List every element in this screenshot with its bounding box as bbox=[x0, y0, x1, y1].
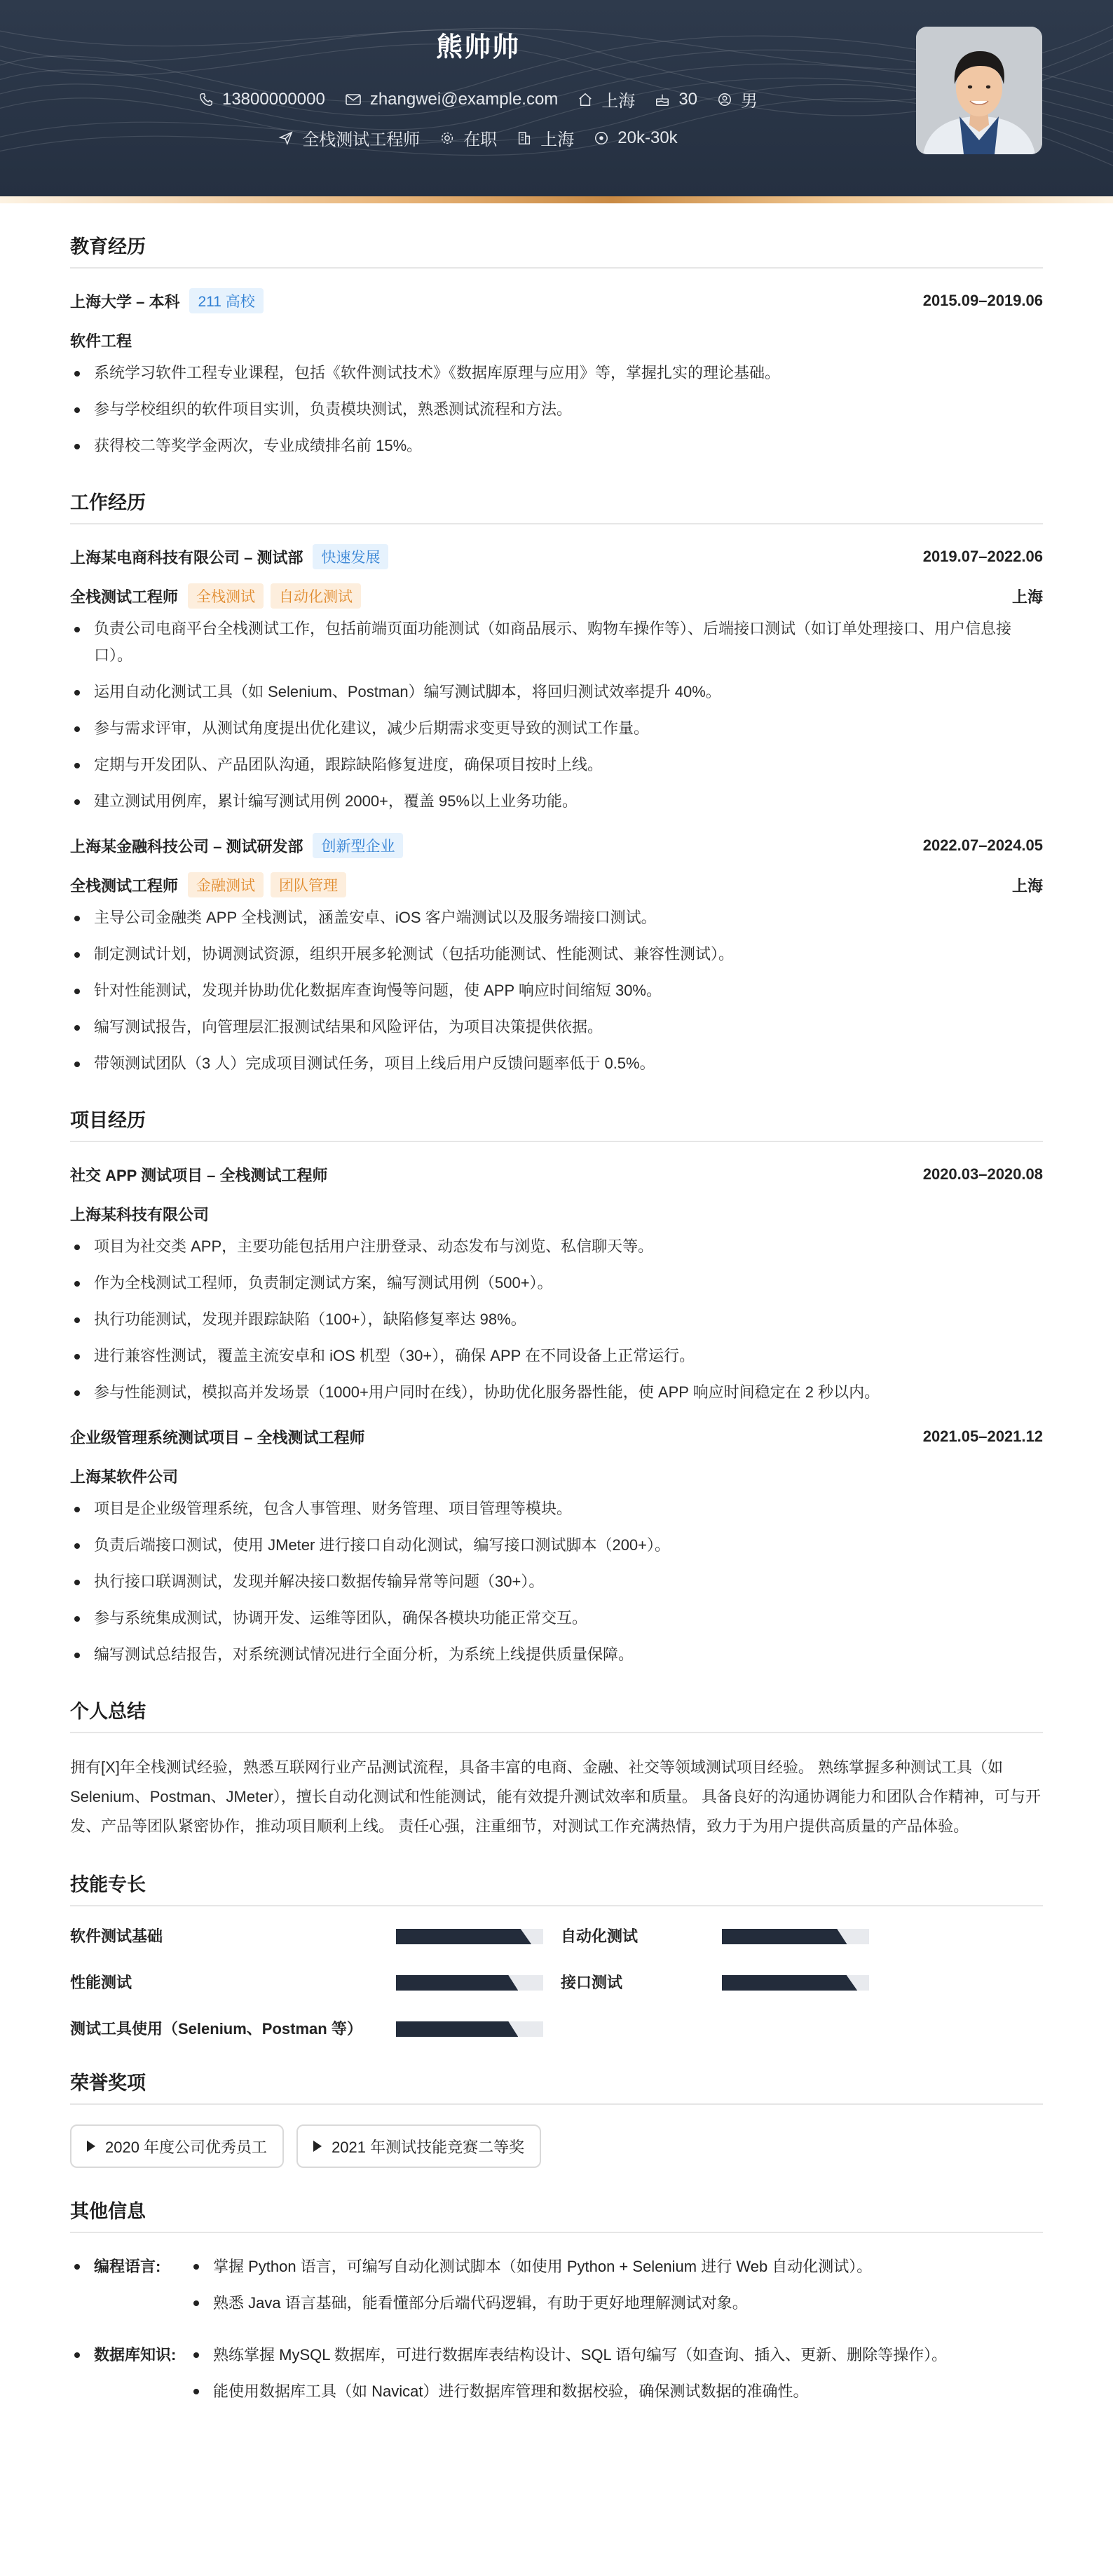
list-item: 能使用数据库工具（如 Navicat）进行数据库管理和数据校验，确保测试数据的准确性。 bbox=[189, 2378, 1043, 2406]
skills-grid bbox=[70, 1926, 1043, 2040]
list-item: 执行接口联调测试，发现并解决接口数据传输异常等问题（30+）。 bbox=[70, 1568, 1043, 1595]
role-name: 全栈测试工程师 bbox=[70, 876, 179, 895]
send-icon bbox=[278, 130, 294, 146]
list-item: 进行兼容性测试，覆盖主流安卓和 iOS 机型（30+），确保 APP 在不同设备上正常运行。 bbox=[70, 1343, 1043, 1369]
phone-icon bbox=[198, 92, 214, 107]
list-item: 针对性能测试，发现并协助优化数据库查询慢等问题，使 APP 响应时间缩短 30%。 bbox=[70, 977, 1043, 1004]
other-row bbox=[70, 2253, 1043, 2326]
skill-bar-fill bbox=[722, 1929, 847, 1944]
position-text: 全栈测试工程师 bbox=[302, 130, 421, 149]
project-header bbox=[70, 1424, 1043, 1449]
play-triangle-icon bbox=[87, 2141, 95, 2152]
other-section bbox=[70, 2196, 1043, 2414]
summary-section bbox=[70, 1696, 1043, 1841]
skill-bar-fill bbox=[396, 1929, 531, 1944]
list-item: 运用自动化测试工具（如 Selenium、Postman）编写测试脚本，将回归测试效率提升 40%。 bbox=[70, 679, 1043, 705]
candidate-name: 熊帅帅 bbox=[435, 33, 520, 62]
work-bullets bbox=[70, 616, 1043, 815]
work-location: 上海 bbox=[1011, 876, 1043, 895]
salary-icon bbox=[594, 130, 609, 146]
education-entry bbox=[70, 288, 1043, 459]
other-list bbox=[189, 2253, 1043, 2326]
list-item: 定期与开发团队、产品团队沟通，跟踪缺陷修复进度，确保项目按时上线。 bbox=[70, 752, 1043, 778]
other-label: 数据库知识: bbox=[70, 2341, 189, 2414]
company-tag: 快速发展 bbox=[313, 544, 388, 569]
education-bullets bbox=[70, 360, 1043, 459]
section-title: 其他信息 bbox=[70, 2196, 1043, 2233]
list-item: 编写测试报告，向管理层汇报测试结果和风险评估，为项目决策提供依据。 bbox=[70, 1014, 1043, 1040]
project-name: 社交 APP 测试项目 – 全栈测试工程师 bbox=[70, 1166, 328, 1184]
list-item: 参与需求评审，从测试角度提出优化建议，减少后期需求变更导致的测试工作量。 bbox=[70, 715, 1043, 742]
skill-bar-fill bbox=[722, 1975, 857, 1991]
project-name: 企业级管理系统测试项目 – 全栈测试工程师 bbox=[70, 1428, 365, 1446]
work-header bbox=[70, 833, 1043, 858]
role-name: 全栈测试工程师 bbox=[70, 588, 179, 606]
work-header bbox=[70, 544, 1043, 569]
work-location: 上海 bbox=[1011, 588, 1043, 606]
list-item: 项目为社交类 APP，主要功能包括用户注册登录、动态发布与浏览、私信聊天等。 bbox=[70, 1233, 1043, 1260]
list-item: 获得校二等奖学金两次，专业成绩排名前 15%。 bbox=[70, 433, 1043, 459]
email-item bbox=[345, 90, 559, 109]
list-item: 熟练掌握 MySQL 数据库，可进行数据库表结构设计、SQL 语句编写（如查询、插入、更新、删除等操作）。 bbox=[189, 2341, 1043, 2369]
skill-name: 自动化测试 bbox=[561, 1927, 639, 1945]
honors-section bbox=[70, 2068, 1043, 2168]
list-item: 参与学校组织的软件项目实训，负责模块测试，熟悉测试流程和方法。 bbox=[70, 396, 1043, 423]
cake-icon bbox=[655, 92, 670, 107]
project-period: 2021.05–2021.12 bbox=[922, 1428, 1043, 1445]
contact-row bbox=[0, 87, 956, 111]
list-item: 参与性能测试，模拟高并发场景（1000+用户同时在线），协助优化服务器性能，使 APP 响应时间稳定在 2 秒以内。 bbox=[70, 1379, 1043, 1406]
summary-text: 拥有[X]年全栈测试经验，熟悉互联网行业产品测试流程，具备丰富的电商、金融、社交等领域测试项目经验。 熟练掌握多种测试工具（如 Selenium、Postman、JMeter），擅长自动化测试和性能测试，能有效提升测试效率和质量。 具备良好的沟通协调能力和团队合作精神，可与开发、产品等团队紧密协作，推动项目顺利上线。 责任心强，注重细节，对测试工作充满热情，致力于为用户提供高质量的产品体验。 bbox=[70, 1758, 1041, 1835]
skill-name: 接口测试 bbox=[561, 1974, 623, 1991]
role-tag: 全栈测试 bbox=[188, 583, 264, 609]
project-company: 上海某科技有限公司 bbox=[70, 1205, 210, 1223]
age-item bbox=[655, 90, 697, 109]
mail-icon bbox=[345, 92, 362, 107]
list-item: 掌握 Python 语言，可编写自动化测试脚本（如使用 Python + Selenium 进行 Web 自动化测试）。 bbox=[189, 2253, 1043, 2281]
skill-name: 软件测试基础 bbox=[70, 1927, 163, 1945]
skill-bar bbox=[396, 1975, 543, 1991]
list-item: 熟悉 Java 语言基础，能看懂部分后端代码逻辑，有助于更好地理解测试对象。 bbox=[189, 2289, 1043, 2317]
honors-list bbox=[70, 2124, 1043, 2168]
projects-section bbox=[70, 1105, 1043, 1668]
building-icon bbox=[517, 130, 532, 146]
skill-bar-fill bbox=[396, 2021, 518, 2037]
list-item: 执行功能测试，发现并跟踪缺陷（100+），缺陷修复率达 98%。 bbox=[70, 1306, 1043, 1333]
list-item: 系统学习软件工程专业课程，包括《软件测试技术》《数据库原理与应用》等，掌握扎实的理论基础。 bbox=[70, 360, 1043, 386]
project-header bbox=[70, 1162, 1043, 1187]
gender-text: 男 bbox=[741, 92, 758, 111]
work-city-item bbox=[517, 126, 574, 150]
role-tag: 金融测试 bbox=[188, 872, 264, 897]
list-item: 负责后端接口测试，使用 JMeter 进行接口自动化测试，编写接口测试脚本（200+）。 bbox=[70, 1532, 1043, 1559]
work-city-text: 上海 bbox=[540, 130, 575, 149]
company-name: 上海某电商科技有限公司 – 测试部 bbox=[70, 548, 303, 567]
user-circle-icon bbox=[717, 92, 732, 107]
role-tag: 团队管理 bbox=[271, 872, 346, 897]
work-period: 2022.07–2024.05 bbox=[922, 836, 1043, 854]
header-accent-stripe bbox=[0, 196, 1113, 203]
avatar-portrait bbox=[916, 27, 1042, 154]
project-period: 2020.03–2020.08 bbox=[922, 1165, 1043, 1183]
honor-chip[interactable] bbox=[296, 2124, 541, 2168]
role-tag: 自动化测试 bbox=[271, 583, 361, 609]
list-item: 编写测试总结报告，对系统测试情况进行全面分析，为系统上线提供质量保障。 bbox=[70, 1641, 1043, 1668]
skill-name: 测试工具使用（Selenium、Postman 等） bbox=[70, 2020, 362, 2038]
gender-item bbox=[717, 87, 758, 111]
list-item: 作为全栈测试工程师，负责制定测试方案，编写测试用例（500+）。 bbox=[70, 1270, 1043, 1296]
resume-header bbox=[0, 0, 1113, 196]
project-bullets bbox=[70, 1496, 1043, 1668]
project-company: 上海某软件公司 bbox=[70, 1467, 179, 1486]
role-row bbox=[70, 872, 1043, 897]
list-item: 带领测试团队（3 人）完成项目测试任务，项目上线后用户反馈问题率低于 0.5%。 bbox=[70, 1050, 1043, 1077]
gear-icon bbox=[439, 130, 455, 146]
list-item: 主导公司金融类 APP 全栈测试，涵盖安卓、iOS 客户端测试以及服务端接口测试。 bbox=[70, 904, 1043, 931]
education-header bbox=[70, 288, 1043, 313]
list-item: 负责公司电商平台全栈测试工作，包括前端页面功能测试（如商品展示、购物车操作等）、后端接口测试（如订单处理接口、用户信息接口）。 bbox=[70, 616, 1043, 669]
other-row bbox=[70, 2341, 1043, 2414]
education-period: 2015.09–2019.06 bbox=[922, 292, 1043, 309]
skill-bar bbox=[722, 1975, 869, 1991]
school-name: 上海大学 – 本科 bbox=[70, 292, 180, 311]
skill-name: 性能测试 bbox=[70, 1974, 132, 1991]
work-period: 2019.07–2022.06 bbox=[922, 548, 1043, 565]
honor-label: 2020 年度公司优秀员工 bbox=[105, 2138, 268, 2156]
work-section bbox=[70, 487, 1043, 1077]
work-entry bbox=[70, 544, 1043, 815]
phone-text: 13800000000 bbox=[221, 89, 325, 109]
work-entry bbox=[70, 833, 1043, 1077]
other-label: 编程语言: bbox=[70, 2253, 189, 2326]
section-title: 技能专长 bbox=[70, 1869, 1043, 1906]
email-text: zhangwei@example.com bbox=[369, 89, 559, 109]
phone-item bbox=[198, 90, 325, 109]
company-name: 上海某金融科技公司 – 测试研发部 bbox=[70, 837, 303, 855]
avatar bbox=[916, 27, 1042, 154]
honor-label: 2021 年测试技能竞赛二等奖 bbox=[332, 2138, 525, 2156]
major-row bbox=[70, 327, 1043, 353]
project-entry bbox=[70, 1162, 1043, 1406]
list-item: 项目是企业级管理系统，包含人事管理、财务管理、项目管理等模块。 bbox=[70, 1496, 1043, 1522]
skill-bar-fill bbox=[396, 1975, 518, 1991]
section-title: 教育经历 bbox=[70, 231, 1043, 269]
job-intent-row bbox=[0, 126, 956, 150]
list-item: 参与系统集成测试，协调开发、运维等团队，确保各模块功能正常交互。 bbox=[70, 1605, 1043, 1632]
honor-chip[interactable] bbox=[70, 2124, 284, 2168]
skills-section bbox=[70, 1869, 1043, 2040]
skill-bar bbox=[396, 2021, 543, 2037]
project-company-row bbox=[70, 1463, 1043, 1489]
company-tag: 创新型企业 bbox=[313, 833, 403, 858]
age-text: 30 bbox=[678, 89, 698, 109]
list-item: 建立测试用例库，累计编写测试用例 2000+，覆盖 95%以上业务功能。 bbox=[70, 788, 1043, 815]
other-list bbox=[189, 2341, 1043, 2414]
city-item bbox=[578, 87, 635, 111]
work-bullets bbox=[70, 904, 1043, 1077]
skill-bar bbox=[722, 1929, 869, 1944]
section-title: 荣誉奖项 bbox=[70, 2068, 1043, 2105]
city-text: 上海 bbox=[601, 92, 636, 111]
section-title: 工作经历 bbox=[70, 487, 1043, 524]
role-row bbox=[70, 583, 1043, 609]
project-entry bbox=[70, 1424, 1043, 1668]
project-bullets bbox=[70, 1233, 1043, 1406]
home-icon bbox=[578, 92, 593, 107]
status-item bbox=[439, 126, 497, 150]
major-name: 软件工程 bbox=[70, 332, 132, 350]
play-triangle-icon bbox=[313, 2141, 322, 2152]
project-company-row bbox=[70, 1201, 1043, 1226]
skill-bar bbox=[396, 1929, 543, 1944]
position-item bbox=[278, 126, 420, 150]
salary-item bbox=[594, 128, 677, 148]
education-section bbox=[70, 231, 1043, 459]
section-title: 个人总结 bbox=[70, 1696, 1043, 1733]
section-title: 项目经历 bbox=[70, 1105, 1043, 1142]
salary-text: 20k-30k bbox=[617, 128, 678, 147]
resume-content bbox=[70, 203, 1043, 2429]
list-item: 制定测试计划，协调测试资源，组织开展多轮测试（包括功能测试、性能测试、兼容性测试）。 bbox=[70, 941, 1043, 968]
school-tag: 211 高校 bbox=[189, 288, 263, 313]
status-text: 在职 bbox=[463, 130, 498, 149]
